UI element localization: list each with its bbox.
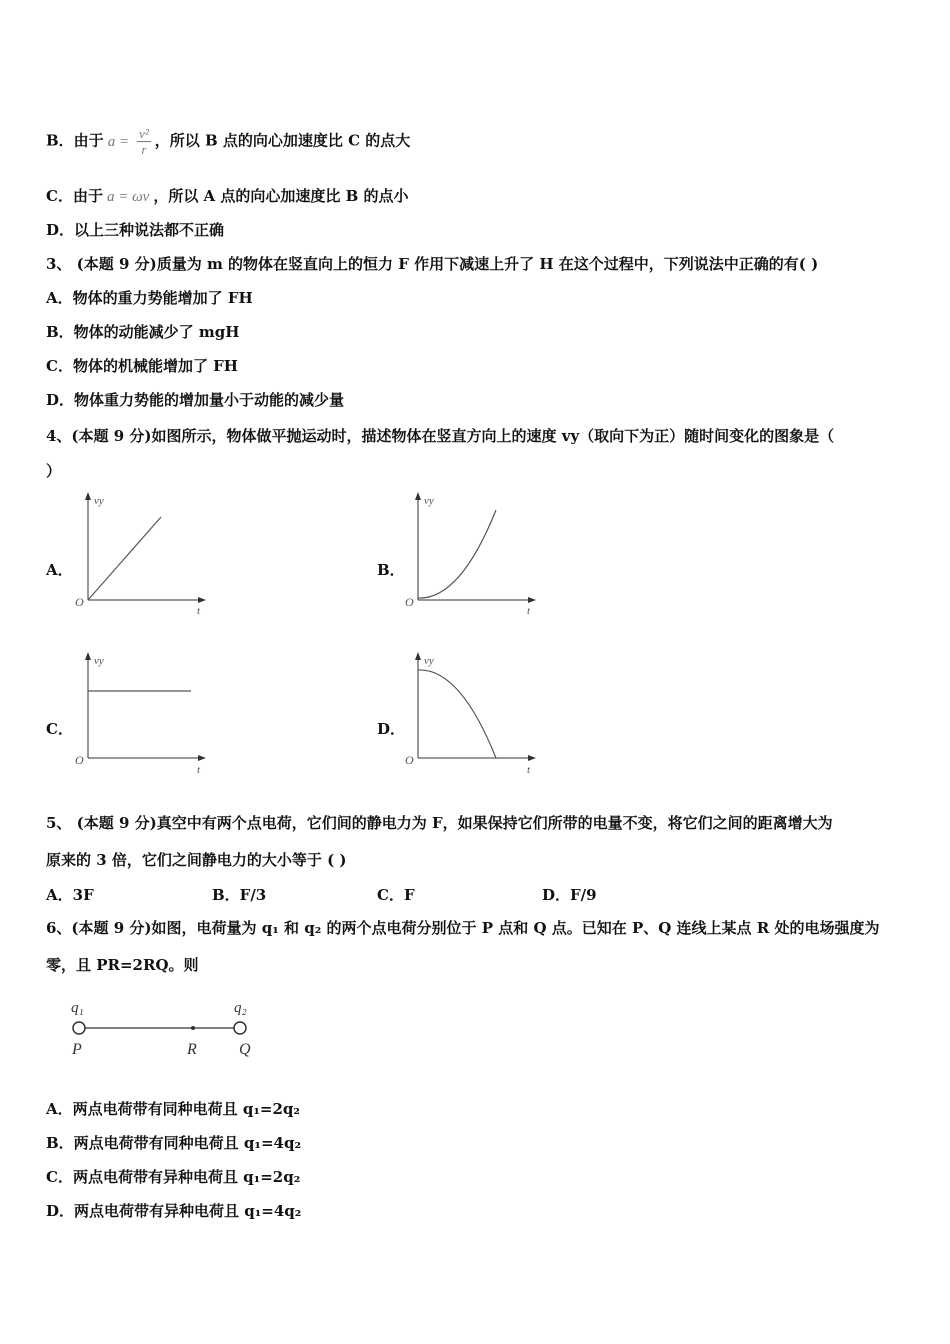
y-axis-arrow: [415, 652, 421, 660]
q4-option-c-label[interactable]: C．: [46, 720, 73, 738]
graph-b[interactable]: [400, 490, 550, 620]
q6-option-c[interactable]: C．两点电荷带有异种电荷且 q₁=2q₂: [46, 1168, 301, 1186]
q3-option-c: C．物体的机械能增加了 FH: [46, 357, 238, 375]
q3-option-a: A．物体的重力势能增加了 FH: [46, 289, 253, 307]
point-p-circle: [73, 1022, 85, 1034]
fraction-denominator: r: [141, 142, 147, 157]
p-label: P: [72, 1041, 82, 1058]
x-axis-label: t: [527, 764, 531, 776]
x-axis-label: t: [197, 764, 201, 776]
q4-stem-line2: ）: [46, 462, 62, 480]
q2-label: q₂: [234, 1000, 247, 1016]
q1-label: q₁: [71, 1000, 84, 1016]
q2-option-b: [46, 126, 410, 157]
q4-option-d-label[interactable]: D．: [377, 720, 406, 738]
q6-stem-line2: 零，且 PR=2RQ。则: [46, 956, 199, 974]
curve-parabolic: [418, 510, 496, 598]
x-axis-label: t: [197, 605, 201, 617]
q5-choice-a[interactable]: A．3F: [46, 886, 94, 904]
y-axis-arrow: [415, 492, 421, 500]
charge-diagram: [60, 996, 280, 1066]
q2-option-c-text: ，所以 A 点的向心加速度比 B 的点小: [153, 187, 409, 205]
q3-stem: 3、 (本题 9 分)质量为 m 的物体在竖直向上的恒力 F 作用下减速上升了 H 在这个过程中，下列说法中正确的有( ): [46, 255, 819, 273]
formula-a-omega-v: a = ωv: [106, 189, 150, 205]
q2-option-b-label: B．由于: [46, 131, 104, 150]
point-q-circle: [234, 1022, 246, 1034]
curve-linear: [88, 517, 161, 600]
origin-label: O: [405, 595, 414, 609]
x-axis-label: t: [527, 605, 531, 617]
q6-stem-line1: 6、(本题 9 分)如图，电荷量为 q₁ 和 q₂ 的两个点电荷分别位于 P 点和 Q 点。已知在 P、Q 连线上某点 R 处的电场强度为: [46, 919, 880, 937]
x-axis-arrow: [528, 597, 536, 603]
origin-label: O: [405, 753, 414, 767]
y-axis-arrow: [85, 652, 91, 660]
q4-option-a-label[interactable]: A．: [46, 561, 73, 579]
graph-d[interactable]: [400, 650, 550, 780]
q-label: Q: [239, 1041, 251, 1058]
q6-option-d[interactable]: D．两点电荷带有异种电荷且 q₁=4q₂: [46, 1202, 302, 1220]
formula-lhs: a =: [107, 133, 130, 150]
q5-stem-line1: 5、 (本题 9 分)真空中有两个点电荷，它们间的静电力为 F，如果保持它们所带的电量不变，将它们之间的距离增大为: [46, 814, 833, 832]
q6-option-b[interactable]: B．两点电荷带有同种电荷且 q₁=4q₂: [46, 1134, 302, 1152]
q5-choice-b[interactable]: B．F/3: [212, 886, 267, 904]
y-axis-label: vy: [424, 495, 434, 507]
q4-option-b-label[interactable]: B．: [377, 561, 405, 579]
fraction-numerator: v²: [139, 126, 149, 141]
y-axis-arrow: [85, 492, 91, 500]
origin-label: O: [75, 595, 84, 609]
q2-option-b-text: ，所以 B 点的向心加速度比 C 的点大: [154, 131, 411, 150]
q3-option-d: D．物体重力势能的增加量小于动能的减少量: [46, 391, 345, 409]
x-axis-arrow: [198, 755, 206, 761]
graph-c[interactable]: [70, 650, 220, 780]
point-r-dot: [191, 1026, 195, 1030]
q5-stem-line2: 原来的 3 倍，它们之间静电力的大小等于 ( ): [46, 851, 347, 869]
q6-option-a[interactable]: A．两点电荷带有同种电荷且 q₁=2q₂: [46, 1100, 300, 1118]
q3-option-b: B．物体的动能减少了 mgH: [46, 323, 240, 341]
y-axis-label: vy: [424, 655, 434, 667]
x-axis-arrow: [198, 597, 206, 603]
x-axis-arrow: [528, 755, 536, 761]
q5-choice-d[interactable]: D．F/9: [542, 886, 597, 904]
r-label: R: [187, 1041, 197, 1058]
curve-decreasing: [418, 670, 496, 758]
origin-label: O: [75, 753, 84, 767]
q5-choice-c[interactable]: C．F: [377, 886, 415, 904]
q2-option-d: D．以上三种说法都不正确: [46, 221, 225, 239]
graph-a[interactable]: [70, 490, 220, 620]
y-axis-label: vy: [94, 655, 104, 667]
y-axis-label: vy: [94, 495, 104, 507]
q2-option-c-label: C．由于: [46, 187, 103, 205]
fraction-v2-over-r: [137, 126, 151, 157]
q4-stem-line1: 4、(本题 9 分)如图所示，物体做平抛运动时，描述物体在竖直方向上的速度 vy（取向下为正）随时间变化的图象是（: [46, 427, 835, 445]
q2-option-c: [46, 186, 409, 207]
